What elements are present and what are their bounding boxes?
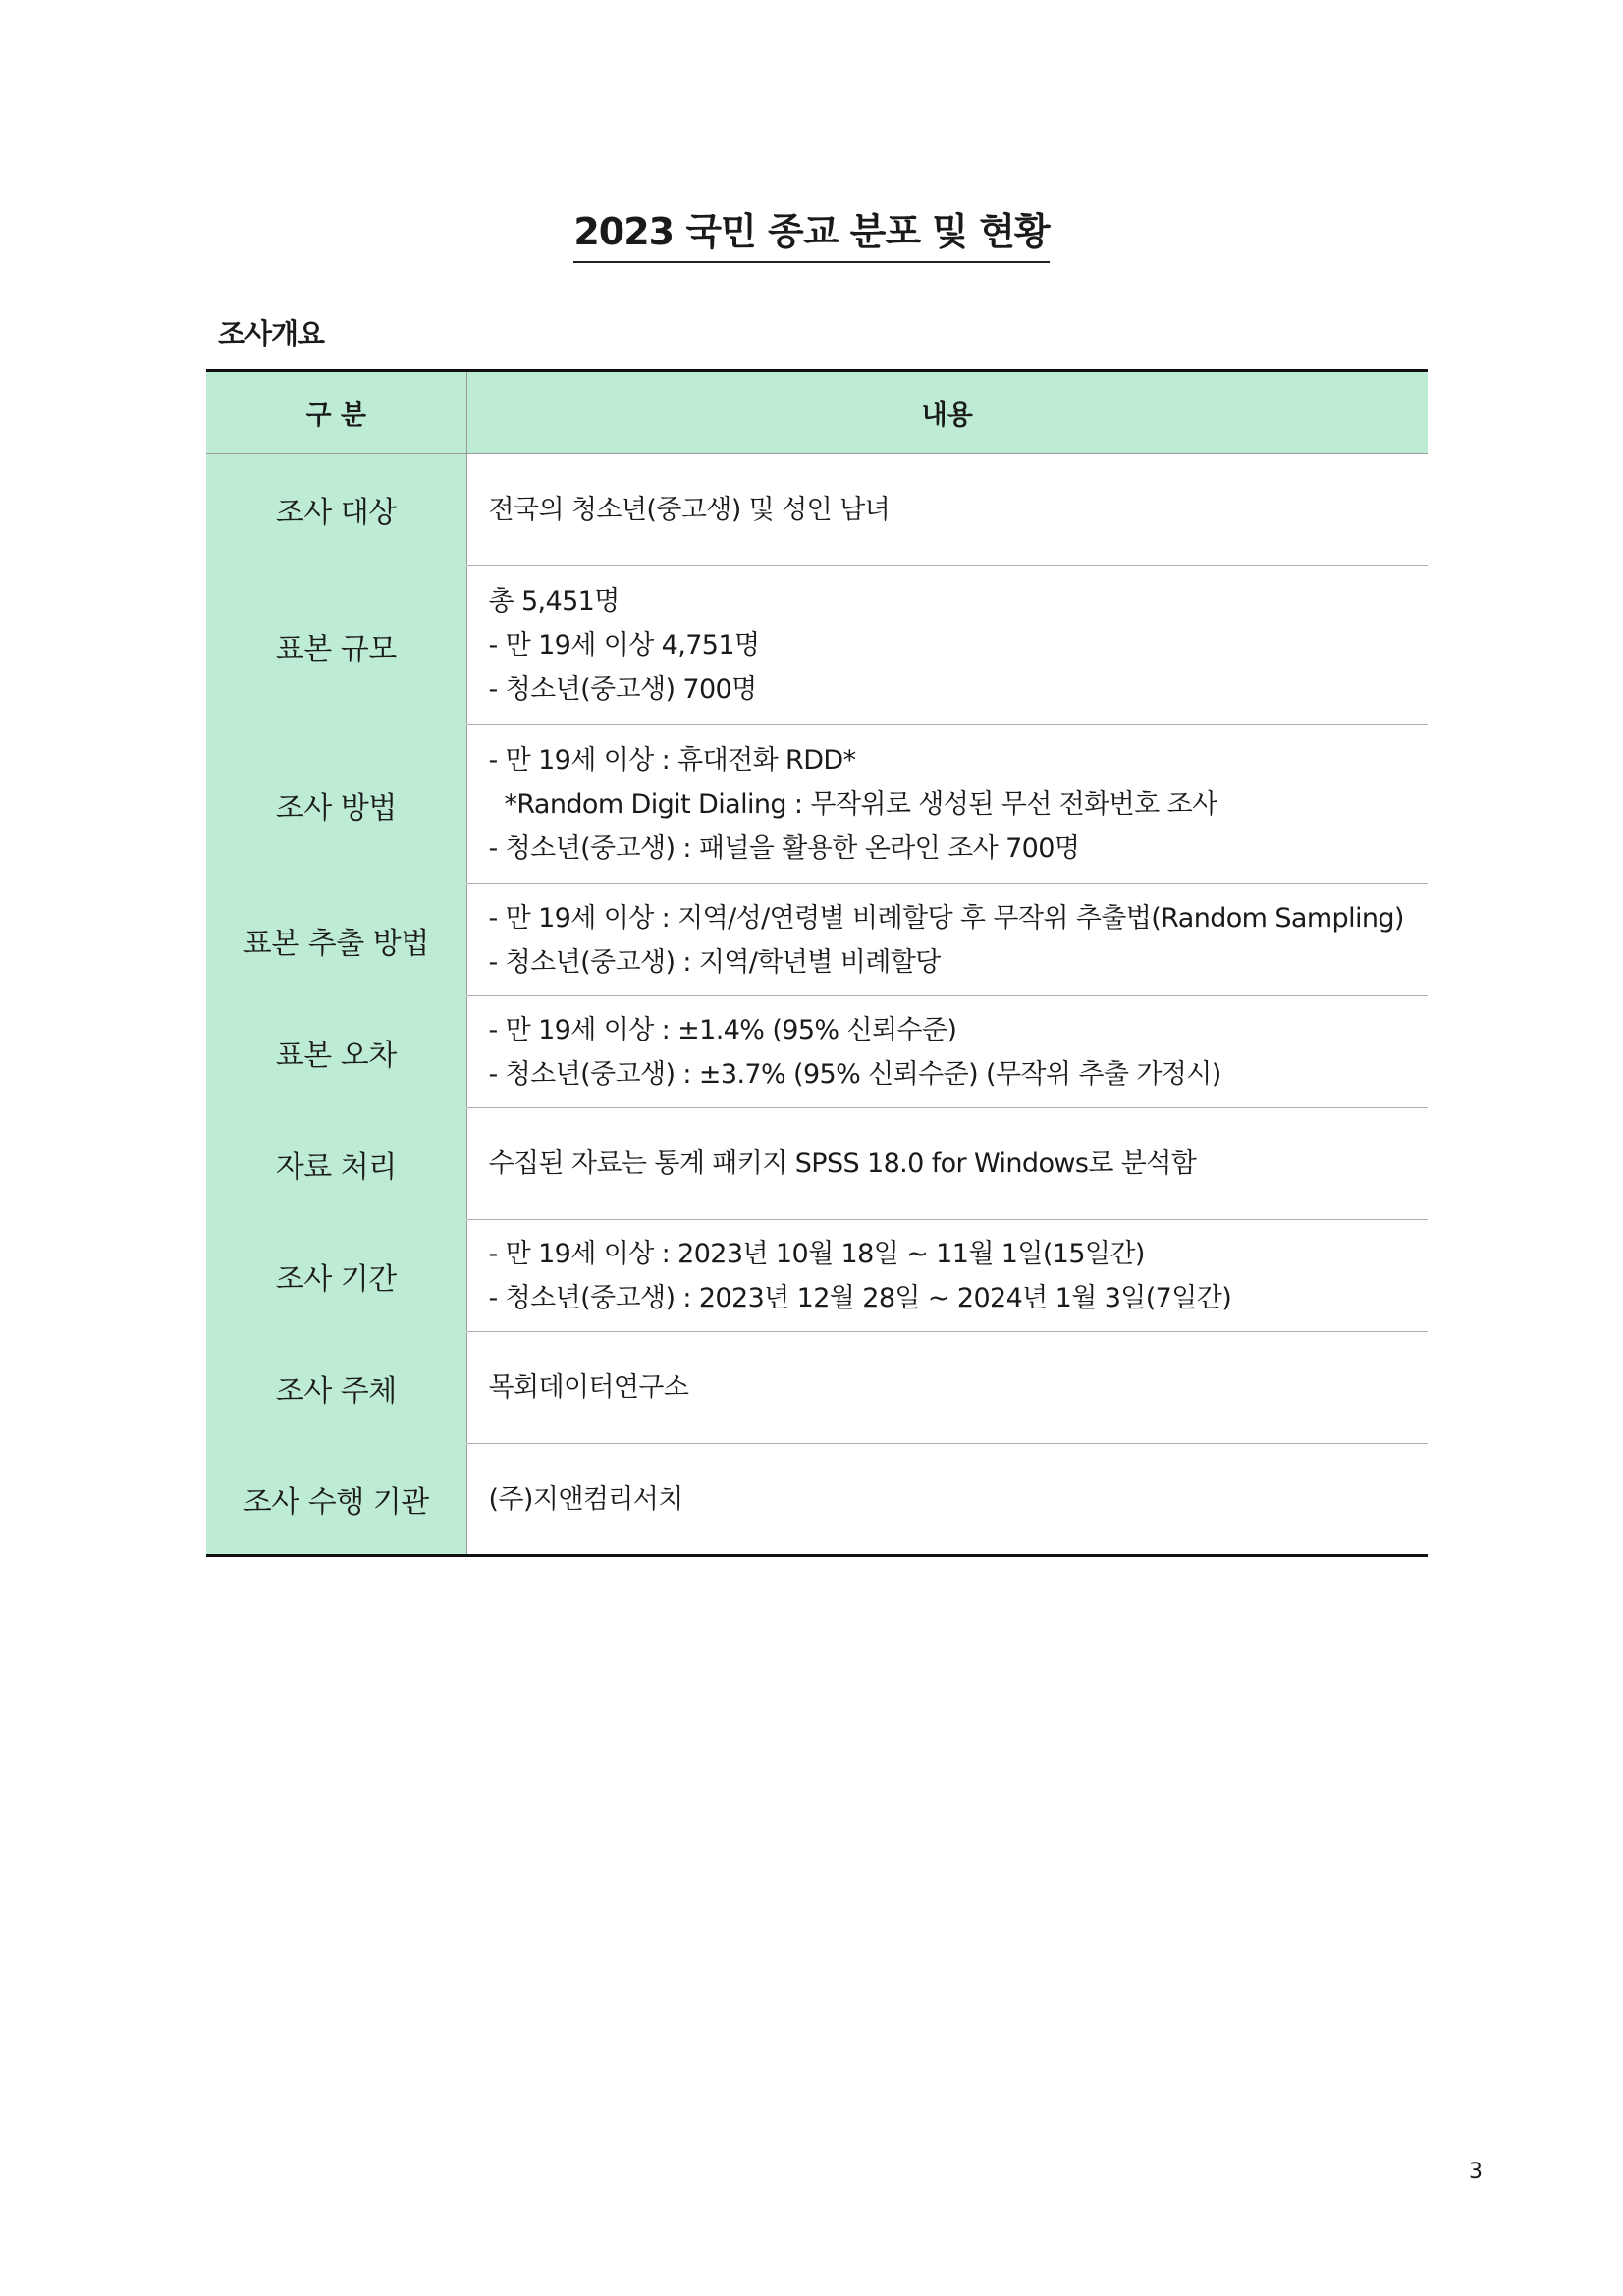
content-line: 전국의 청소년(중고생) 및 성인 남녀: [488, 494, 891, 525]
row-content: [466, 1332, 1428, 1444]
row-label: 조사 대상: [206, 454, 466, 566]
row-content: [466, 454, 1428, 566]
row-content: [466, 1220, 1428, 1332]
page-number: 3: [1469, 2160, 1483, 2184]
content-line: - 청소년(중고생) : 2023년 12월 28일 ~ 2024년 1월 3일(7일간): [488, 1282, 1232, 1313]
header-content: 내용: [466, 371, 1428, 454]
content-line: - 만 19세 이상 4,751명: [488, 630, 760, 661]
row-label: 조사 수행 기관: [206, 1444, 466, 1556]
content-line: - 만 19세 이상 : ±1.4% (95% 신뢰수준): [488, 1014, 957, 1045]
row-label: 자료 처리: [206, 1108, 466, 1220]
table-row: [206, 454, 1428, 566]
row-label: 표본 오차: [206, 996, 466, 1108]
document-title-text: 2023 국민 종교 분포 및 현황: [573, 201, 1049, 263]
content-line: 총 5,451명: [488, 586, 620, 616]
table-row: [206, 1108, 1428, 1220]
row-label: 표본 규모: [206, 566, 466, 725]
row-content: [466, 996, 1428, 1108]
row-label: 조사 주체: [206, 1332, 466, 1444]
row-content: [466, 566, 1428, 725]
table-row: [206, 1332, 1428, 1444]
table-row: [206, 1444, 1428, 1556]
content-line: (주)지앤컴리서치: [488, 1483, 683, 1515]
content-line: - 만 19세 이상 : 2023년 10월 18일 ~ 11월 1일(15일간): [488, 1238, 1145, 1269]
table-row: [206, 884, 1428, 996]
row-content: [466, 1108, 1428, 1220]
document-title: [0, 201, 1623, 263]
content-line: - 만 19세 이상 : 휴대전화 RDD*: [488, 745, 856, 775]
header-category: 구 분: [206, 371, 466, 454]
content-line: - 청소년(중고생) : 패널을 활용한 온라인 조사 700명: [488, 833, 1080, 864]
content-line: - 청소년(중고생) : ±3.7% (95% 신뢰수준) (무작위 추출 가정시): [488, 1058, 1221, 1090]
section-heading: 조사개요: [218, 317, 325, 350]
row-label: 조사 방법: [206, 725, 466, 884]
table-header-row: [206, 371, 1428, 454]
content-line: 목회데이터연구소: [488, 1372, 689, 1403]
survey-overview-table: [206, 369, 1428, 1557]
table-row: [206, 725, 1428, 884]
table-row: [206, 566, 1428, 725]
row-content: [466, 725, 1428, 884]
row-content: [466, 1444, 1428, 1556]
content-line: 수집된 자료는 통계 패키지 SPSS 18.0 for Windows로 분석함: [488, 1148, 1197, 1179]
content-line: - 청소년(중고생) 700명: [488, 674, 757, 705]
row-content: [466, 884, 1428, 996]
row-label: 조사 기간: [206, 1220, 466, 1332]
row-label: 표본 추출 방법: [206, 884, 466, 996]
content-line: - 청소년(중고생) : 지역/학년별 비례할당: [488, 946, 941, 978]
content-line: - 만 19세 이상 : 지역/성/연령별 비례할당 후 무작위 추출법(Random Sampling): [488, 902, 1404, 934]
table-row: [206, 996, 1428, 1108]
table-row: [206, 1220, 1428, 1332]
content-line: *Random Digit Dialing : 무작위로 생성된 무선 전화번호 조사: [488, 789, 1217, 820]
